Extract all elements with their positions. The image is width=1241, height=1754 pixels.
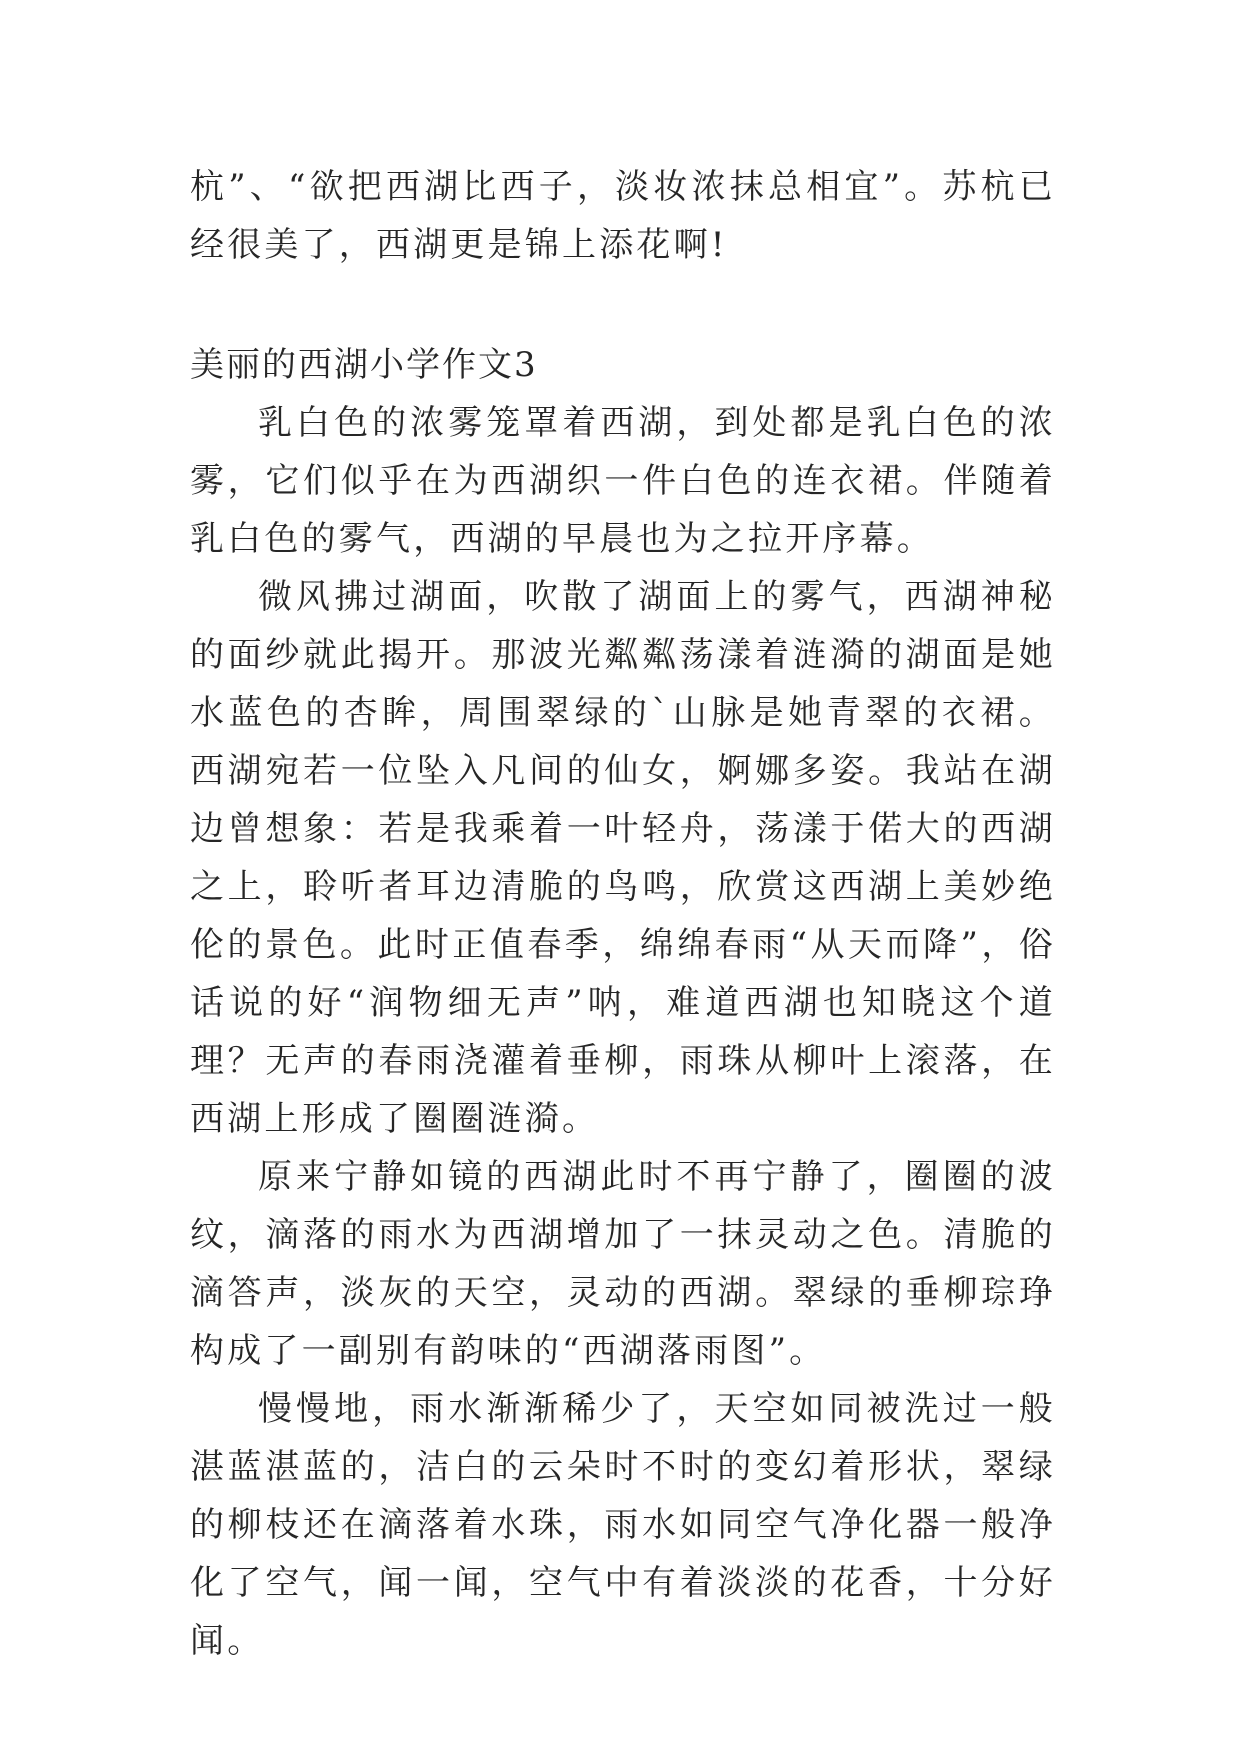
paragraph-3: 原来宁静如镜的西湖此时不再宁静了，圈圈的波纹，滴落的雨水为西湖增加了一抹灵动之色。清脆的滴答声，淡灰的天空，灵动的西湖。翠绿的垂柳琮琤构成了一副别有韵味的“西湖落雨图”。 [190,1157,1056,1371]
section-title: 美丽的西湖小学作文3 [190,345,538,385]
paragraph-2: 微风拂过湖面，吹散了湖面上的雾气，西湖神秘的面纱就此揭开。那波光粼粼荡漾着涟漪的湖面是她水蓝色的杏眸，周围翠绿的`山脉是她青翠的衣裙。西湖宛若一位坠入凡间的仙女，婀娜多姿。我站在湖边曾想象：若是我乘着一叶轻舟，荡漾于偌大的西湖之上，聆听者耳边清脆的鸟鸣，欣赏这西湖上美妙绝伦的景色。此时正值春季，绵绵春雨“从天而降”，俗话说的好“润物细无声”呐，难道西湖也知晓这个道理？无声的春雨浇灌着垂柳，雨珠从柳叶上滚落，在西湖上形成了圈圈涟漪。 [190,577,1056,1139]
paragraph-1: 乳白色的浓雾笼罩着西湖，到处都是乳白色的浓雾，它们似乎在为西湖织一件白色的连衣裙。伴随着乳白色的雾气，西湖的早晨也为之拉开序幕。 [190,403,1056,559]
paragraph-4: 慢慢地，雨水渐渐稀少了，天空如同被洗过一般湛蓝湛蓝的，洁白的云朵时不时的变幻着形状，翠绿的柳枝还在滴落着水珠，雨水如同空气净化器一般净化了空气，闻一闻，空气中有着淡淡的花香，十分好闻。 [190,1389,1056,1661]
document-body [190,158,1056,1670]
continued-paragraph: 杭”、“欲把西湖比西子，淡妆浓抹总相宜”。苏杭已经很美了，西湖更是锦上添花啊! [190,167,1056,265]
